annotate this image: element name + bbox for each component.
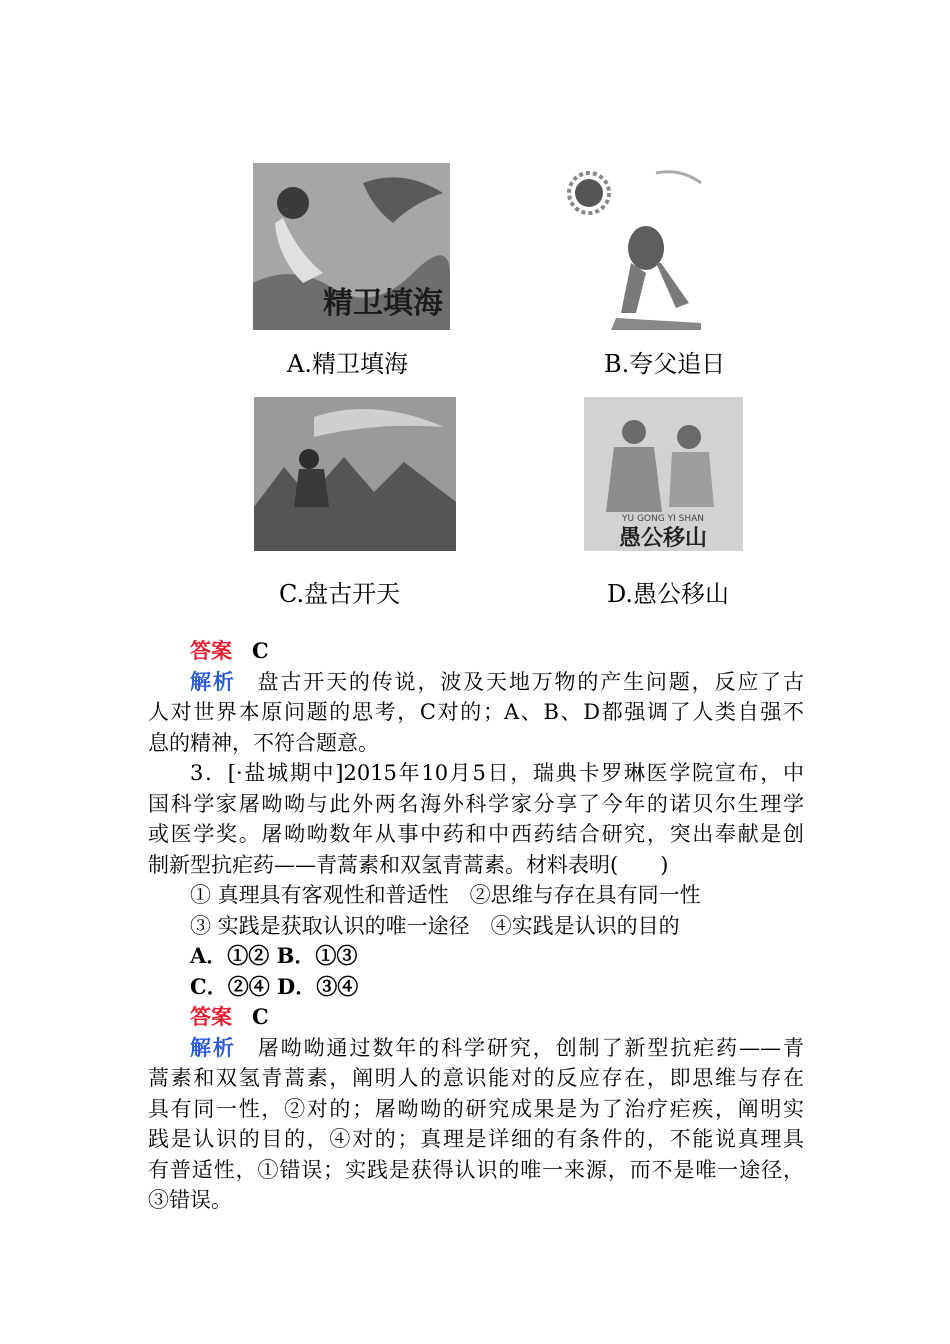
- figure-a-caption: A.精卫填海: [287, 350, 408, 378]
- q3-answer: C: [252, 1004, 269, 1029]
- q2-analysis-line: 人对世界本原问题的思考，C对的；A、B、D都强调了人类自强不: [148, 700, 804, 724]
- figure-d-image: [584, 397, 743, 551]
- figure-b-image: [561, 163, 720, 330]
- q2-answer-label: 答案: [190, 638, 232, 663]
- q3-option: C．②④ D．③④: [190, 973, 359, 999]
- q2-analysis-label: 解析: [190, 668, 236, 694]
- q3-analysis-line: ③错误。: [148, 1188, 232, 1212]
- q3-statement: ① 真理具有客观性和普适性 ②思维与存在具有同一性: [190, 883, 701, 907]
- q3-stem-line: 制新型抗疟药——青蒿素和双氢青蒿素。材料表明( ): [148, 852, 669, 877]
- q3-stem-line: 或医学奖。屠呦呦数年从事中药和中西药结合研究，突出奉献是创: [148, 822, 804, 846]
- figure-b-caption: B.夸父追日: [604, 350, 726, 378]
- q3-option: A．①② B．①③: [190, 943, 358, 968]
- q3-analysis-line: 解析 屠呦呦通过数年的科学研究，创制了新型抗疟药——青: [190, 1034, 804, 1060]
- figure-d-pinyin: YU GONG YI SHAN: [622, 514, 704, 524]
- figure-d-overlay-text: 愚公移山: [618, 525, 708, 551]
- q3-answer-label: 答案: [190, 1004, 232, 1029]
- q3-answer-line: [148, 1002, 804, 1033]
- figure-c-caption: C.盘古开天: [279, 580, 401, 608]
- figure-d-caption: D.愚公移山: [607, 580, 730, 608]
- q3-analysis-line: 具有同一性，②对的；屠呦呦的研究成果是为了治疗疟疾，阐明实: [148, 1096, 804, 1121]
- q3-analysis-line: 有普适性，①错误；实践是获得认识的唯一来源，而不是唯一途径，: [148, 1157, 804, 1182]
- q2-answer: C: [252, 638, 269, 663]
- figure-c-image: [254, 397, 456, 551]
- q3-analysis-line: 蒿素和双氢青蒿素，阐明人的意识能对的反应存在，即思维与存在: [148, 1066, 804, 1090]
- q3-analysis-line: 践是认识的目的，④对的；真理是详细的有条件的，不能说真理具: [148, 1127, 804, 1151]
- q3-stem-line: 3．[·盐城期中]2015年10月5日，瑞典卡罗琳医学院宣布，中: [190, 761, 804, 785]
- q2-answer-line: [148, 636, 804, 667]
- q3-analysis-label: 解析: [190, 1034, 236, 1060]
- figure-a-overlay-text: 精卫填海: [323, 286, 443, 321]
- q3-statement: ③ 实践是获取认识的唯一途径 ④实践是认识的目的: [190, 913, 680, 938]
- figure-a-image: [253, 163, 450, 330]
- q2-analysis-line: 息的精神，不符合题意。: [148, 730, 379, 755]
- question-text: [148, 636, 804, 1216]
- q3-stem-line: 国科学家屠呦呦与此外两名海外科学家分享了今年的诺贝尔生理学: [148, 791, 804, 816]
- q2-analysis-line: 解析 盘古开天的传说，波及天地万物的产生问题，反应了古: [190, 668, 804, 694]
